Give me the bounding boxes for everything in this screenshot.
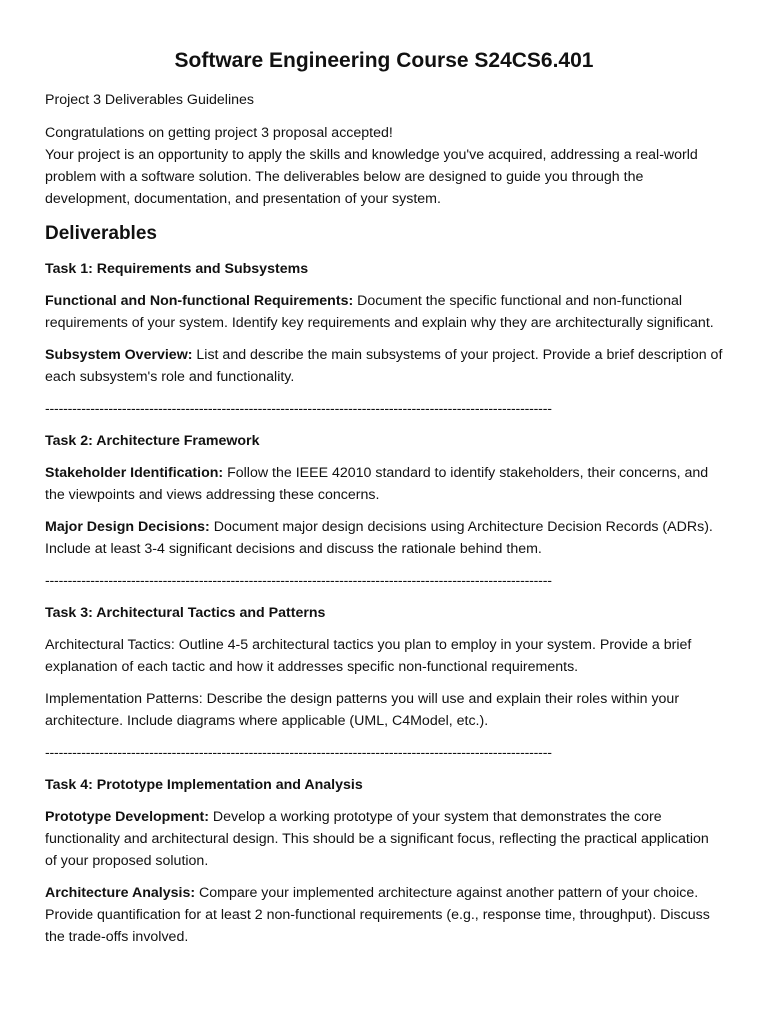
intro-text [45, 122, 723, 210]
task-3-title: Task 3: Architectural Tactics and Patterns [45, 605, 326, 621]
document-title: Software Engineering Course S24CS6.401 [174, 49, 594, 72]
task-2-item-1-label: Stakeholder Identification: [45, 465, 224, 481]
divider-2: ---------------------------------------------------------------------------------------------------------------- [45, 573, 552, 589]
task-4-item-2-text: Compare your implemented architecture against another pattern of your choice. Provide quantification for at least 2 non-functional requirements (e.g., response time, throughput). Discuss the trade-offs involved. [45, 885, 710, 945]
task-1-item-1-text: Document the specific functional and non-functional requirements of your system. Identify key requirements and explain why they are architecturally significant. [45, 293, 714, 331]
task-4-item-1 [45, 806, 723, 872]
divider-3: ---------------------------------------------------------------------------------------------------------------- [45, 745, 552, 761]
task-2-title: Task 2: Architecture Framework [45, 433, 260, 449]
task-2-item-2-label: Major Design Decisions: [45, 519, 210, 535]
divider-1: ---------------------------------------------------------------------------------------------------------------- [45, 401, 552, 417]
task-1-item-1-label: Functional and Non-functional Requirements: [45, 293, 354, 309]
intro-line-2: Your project is an opportunity to apply the skills and knowledge you've acquired, addressing a real-world problem with a software solution. The deliverables below are designed to guide you through the development, documentation, and presentation of your system. [45, 147, 698, 207]
task-1-title: Task 1: Requirements and Subsystems [45, 261, 309, 277]
document-subtitle: Project 3 Deliverables Guidelines [45, 92, 254, 108]
task-4-item-1-text: Develop a working prototype of your system that demonstrates the core functionality and architectural design. This should be a significant focus, reflecting the practical application of your proposed solution. [45, 809, 709, 869]
intro-line-1: Congratulations on getting project 3 proposal accepted! [45, 125, 393, 141]
task-2-item-2-text: Document major design decisions using Architecture Decision Records (ADRs). Include at least 3-4 significant decisions and discuss the rationale behind them. [45, 519, 713, 557]
task-1-item-2-label: Subsystem Overview: [45, 347, 193, 363]
task-4-item-1-label: Prototype Development: [45, 809, 209, 825]
task-3-item-1 [45, 634, 723, 678]
task-2-item-1-text: Follow the IEEE 42010 standard to identify stakeholders, their concerns, and the viewpoints and views addressing these concerns. [45, 465, 709, 503]
task-1-item-1 [45, 290, 723, 334]
task-1-item-2 [45, 344, 723, 388]
task-3-item-1-text: Architectural Tactics: Outline 4-5 architectural tactics you plan to employ in your system. Provide a brief explanation of each tactic and how it addresses specific non-functional requirements. [45, 637, 692, 675]
task-2-item-2 [45, 516, 723, 560]
task-2-item-1 [45, 462, 723, 506]
task-3-item-2 [45, 688, 723, 732]
task-3-item-2-text: Implementation Patterns: Describe the design patterns you will use and explain their roles within your architecture. Include diagrams where applicable (UML, C4Model, etc.). [45, 691, 680, 729]
task-4-item-2-label: Architecture Analysis: [45, 885, 196, 901]
task-1-item-2-text: List and describe the main subsystems of your project. Provide a brief description of each subsystem's role and functionality. [45, 347, 723, 385]
section-heading: Deliverables [45, 223, 157, 244]
task-4-item-2 [45, 882, 723, 948]
task-4-title: Task 4: Prototype Implementation and Analysis [45, 777, 363, 793]
